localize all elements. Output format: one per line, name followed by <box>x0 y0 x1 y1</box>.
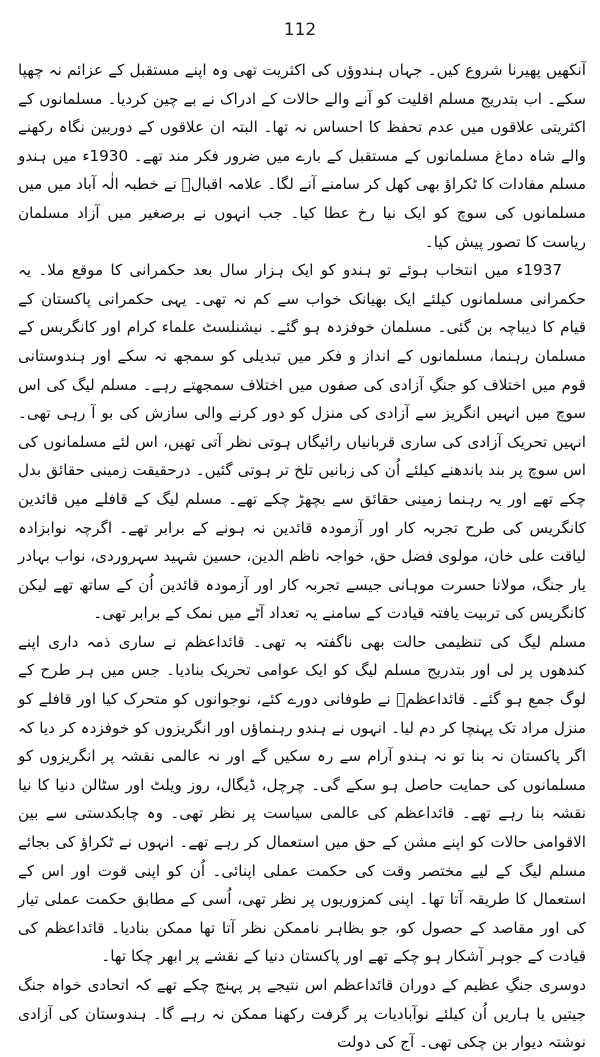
paragraph-2: 1937ء میں انتخاب ہوئے تو ہندو کو ایک ہزار سال بعد حکمرانی کا موقع ملا۔ یہ حکمرانی مسلمانوں کیلئے ایک بھیانک خواب سے کم نہ تھی۔ یہی حکمرانی پاکستان کے قیام کا دیباچہ بن گئی۔ مسلمان خوفزدہ ہو گئے۔ نیشنلسٹ علماء کرام اور کانگریس کے مسلمان رہنما، مسلمانوں کے انداز و فکر میں تبدیلی کو سمجھ نہ سکے اور ہندوستانی قوم میں اختلاف کو جنگِ آزادی کی صفوں میں اختلاف سمجھتے رہے۔ مسلم لیگ کی اس سوچ میں انہیں انگریز سے آزادی کی منزل کو دور کرنے والی سازش کی بو آ رہی تھی۔ انہیں تحریک آزادی کی ساری قربانیاں رائیگاں ہوتی نظر آتی تھیں، اس لئے مسلمانوں کی اس سوچ پر بند باندھنے کیلئے اُن کی زبانیں تلخ تر ہوتی گئیں۔ درحقیقت زمینی حقائق بدل چکے تھے اور یہ رہنما زمینی حقائق سے بچھڑ چکے تھے۔ مسلم لیگ کے قافلے میں قائدین کانگریس کی طرح تجربہ کار اور آزمودہ قائدین نہ ہونے کے برابر تھے۔ اگرچہ نوابزادہ لیاقت علی خان، مولوی فضل حق، خواجہ ناظم الدین، حسین شہید سہروردی، نواب بہادر یار جنگ، مولانا حسرت موہانی جیسے تجربہ کار اور آزمودہ قائدین اُن کے ساتھ تھے لیکن کانگریس کی تربیت یافتہ قیادت کے سامنے یہ تعداد آٹے میں نمک کے برابر تھی۔ <box>18 261 586 623</box>
page-number: 112 <box>283 20 317 40</box>
body-text <box>18 56 586 1057</box>
paragraph-3: مسلم لیگ کی تنظیمی حالت بھی ناگفتہ بہ تھی۔ قائداعظم نے ساری ذمہ داری اپنے کندھوں پر لی اور بتدریج مسلم لیگ کو ایک عوامی تحریک بنادیا۔ جس میں ہر طرح کے لوگ جمع ہو گئے۔ قائداعظمؒ نے طوفانی دورے کئے، نوجوانوں کو متحرک کیا اور قافلے کو منزل مراد تک پہنچا کر دم لیا۔ انہوں نے ہندو رہنماؤں اور انگریزوں کو خوفزدہ کر دیا کہ اگر پاکستان نہ بنا تو نہ ہندو آرام سے رہ سکیں گے اور نہ عالمی نقشہ پر انگریزوں کو مسلمانوں کی حمایت حاصل ہو سکے گی۔ چرچل، ڈیگال، روز ویلٹ اور سٹالن دنیا کا نیا نقشہ بنا رہے تھے۔ قائداعظم کی عالمی سیاست پر نظر تھی۔ وہ چابکدستی سے بین الاقوامی حالات کو اپنے مشن کے حق میں استعمال کر رہے تھے۔ انہوں نے ٹکراؤ کی بجائے مسلم لیگ کے لیے مختصر وقت کی حکمت عملی اپنائی۔ اُن کو اپنی قوت اور اس کے استعمال کا طریقہ آتا تھا۔ اپنی کمزوریوں پر نظر تھی، اُسی کے مطابق حکمت عملی تیار کی اور مقاصد کے حصول کو، جو بظاہر ناممکن نظر آتا تھا ممکن بنادیا۔ قائداعظم کی قیادت کے جوہر آشکار ہو چکے تھے اور پاکستان دنیا کے نقشے پر ابھر چکا تھا۔ <box>18 632 586 966</box>
paragraph-1: آنکھیں پھیرنا شروع کیں۔ جہاں ہندوؤں کی اکثریت تھی وہ اپنے مستقبل کے عزائم نہ چھپا سکے۔ اب بتدریج مسلم اقلیت کو آنے والے حالات کے ادراک نے بے چین کردیا۔ مسلمانوں کے اکثریتی علاقوں میں عدم تحفظ کا احساس نہ تھا۔ البتہ ان علاقوں کے دوربین نگاہ رکھنے والے شاہ دماغ مسلمانوں کے مستقبل کے بارے میں ضرور فکر مند تھے۔ 1930ء میں ہندو مسلم مفادات کا ٹکراؤ بھی کھل کر سامنے آنے لگا۔ علامہ اقبالؒ نے خطبہ الٰہ آباد میں میں مسلمانوں کی سوچ کو ایک نیا رخ عطا کیا۔ جب انہوں نے برصغیر میں آزاد مسلمان ریاست کا تصور پیش کیا۔ <box>18 61 586 251</box>
paragraph-4: دوسری جنگِ عظیم کے دوران قائداعظم اس نتیجے پر پہنچ چکے تھے کہ اتحادی خواہ جنگ جیتیں یا ہاریں اُن کیلئے نوآبادیات پر گرفت رکھنا ممکن نہ رہے گا۔ ہندوستان کی آزادی نوشتہ دیوار بن چکی تھی۔ آج کی دولت <box>18 976 586 1052</box>
